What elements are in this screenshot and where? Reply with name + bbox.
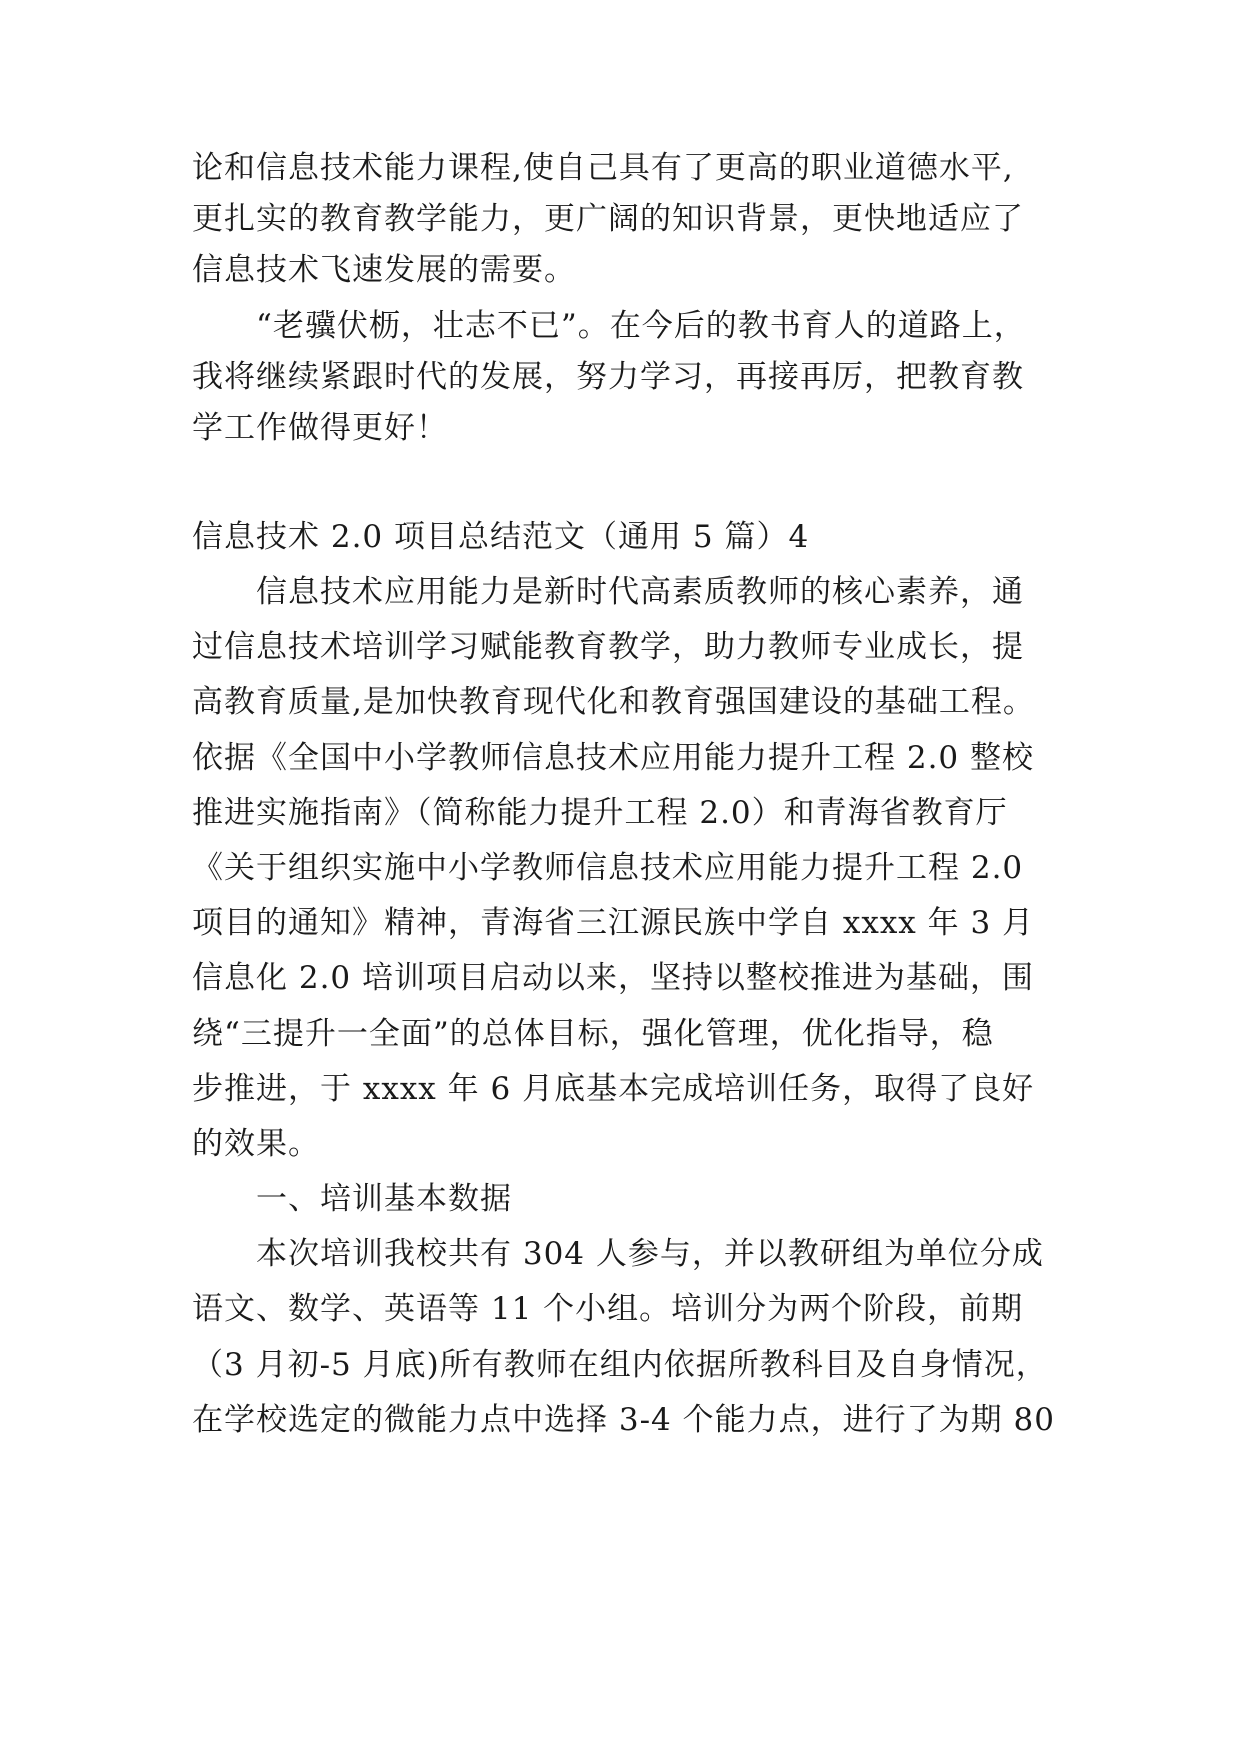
paragraph-line: 的效果。	[192, 1126, 320, 1162]
paragraph-line: 步推进，于 xxxx 年 6 月底基本完成培训任务，取得了良好	[192, 1071, 1035, 1107]
paragraph-line: 信息技术应用能力是新时代高素质教师的核心素养，通	[256, 574, 1024, 610]
paragraph-line: 我将继续紧跟时代的发展，努力学习，再接再厉，把教育教	[192, 359, 1024, 395]
paragraph-line: 绕“三提升一全面”的总体目标，强化管理，优化指导，稳	[192, 1016, 994, 1052]
paragraph-line: 高教育质量,是加快教育现代化和教育强国建设的基础工程。	[192, 684, 1035, 720]
paragraph-line: 过信息技术培训学习赋能教育教学，助力教师专业成长，提	[192, 629, 1024, 665]
paragraph-line: 《关于组织实施中小学教师信息技术应用能力提升工程 2.0	[192, 850, 1024, 886]
paragraph-line: 论和信息技术能力课程,使自己具有了更高的职业道德水平,	[192, 150, 1014, 186]
paragraph-line: 语文、数学、英语等 11 个小组。培训分为两个阶段，前期	[192, 1291, 1024, 1327]
paragraph-line: 本次培训我校共有 304 人参与，并以教研组为单位分成	[256, 1236, 1044, 1272]
section-title: 信息技术 2.0 项目总结范文（通用 5 篇）4	[192, 519, 810, 555]
paragraph-line: “老骥伏枥，壮志不已”。在今后的教书育人的道路上，	[256, 308, 1026, 344]
paragraph-line: 信息技术飞速发展的需要。	[192, 252, 576, 288]
paragraph-line: 更扎实的教育教学能力，更广阔的知识背景，更快地适应了	[192, 201, 1024, 237]
paragraph-line: 项目的通知》精神，青海省三江源民族中学自 xxxx 年 3 月	[192, 905, 1035, 941]
paragraph-line: 在学校选定的微能力点中选择 3-4 个能力点，进行了为期 80	[192, 1402, 1055, 1438]
paragraph-line: 信息化 2.0 培训项目启动以来，坚持以整校推进为基础，围	[192, 960, 1035, 996]
paragraph-line: 推进实施指南》（简称能力提升工程 2.0）和青海省教育厅	[192, 795, 1008, 831]
paragraph-line: 学工作做得更好！	[192, 410, 448, 446]
paragraph-line: （3 月初-5 月底)所有教师在组内依据所教科目及自身情况，	[192, 1347, 1048, 1383]
paragraph-line: 依据《全国中小学教师信息技术应用能力提升工程 2.0 整校	[192, 740, 1035, 776]
heading-training-data: 一、培训基本数据	[256, 1181, 512, 1217]
